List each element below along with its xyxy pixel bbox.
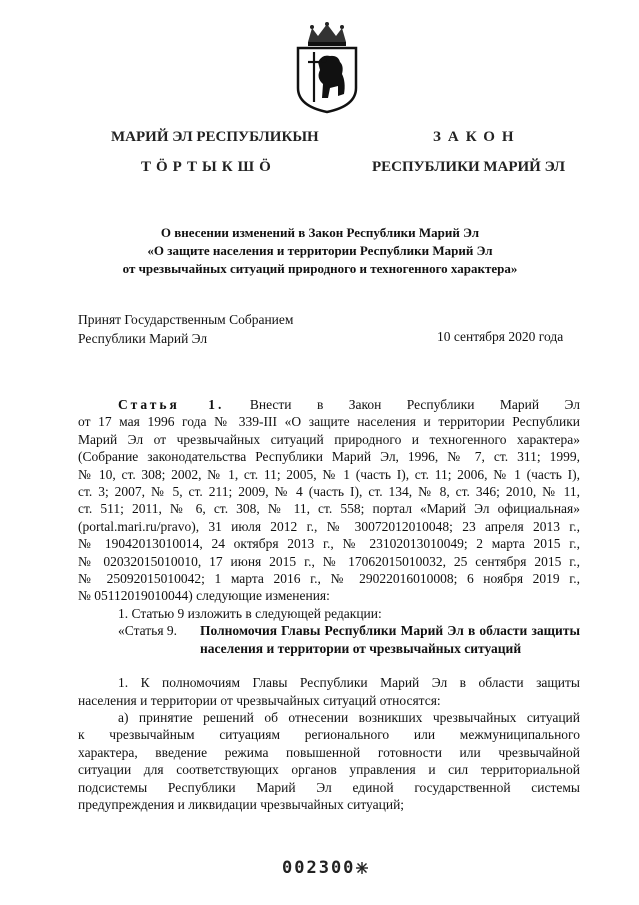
document-serial-number: 002300 bbox=[282, 858, 356, 878]
adoption-line: Республики Марий Эл bbox=[78, 331, 208, 346]
article1-line: Марий Эл от чрезвычайных ситуаций природного и техногенного характера» bbox=[78, 431, 580, 447]
section1-a-line: ситуации для соответствующих органов управления и сил территориальной bbox=[78, 762, 580, 778]
article1-label: Статья 1. bbox=[118, 397, 225, 412]
article1-line: № 05112019010044) следующие изменения: bbox=[78, 588, 330, 604]
coat-of-arms-emblem bbox=[294, 22, 360, 114]
header-republic-name: РЕСПУБЛИКИ МАРИЙ ЭЛ bbox=[372, 159, 566, 175]
article1-item1: 1. Статью 9 изложить в следующей редакции: bbox=[118, 605, 382, 621]
article1-text: Внести в Закон Республики Марий Эл bbox=[249, 397, 581, 412]
article9-heading bbox=[78, 622, 580, 657]
snowflake-icon bbox=[355, 861, 369, 875]
section1-a-line: предупреждения и ликвидации чрезвычайных ситуаций; bbox=[78, 796, 405, 812]
article1-line: (portal.mari.ru/pravo), 31 июля 2012 г., № 30072012010048; 23 апреля 2013 г., bbox=[78, 518, 580, 534]
article1-line: № 19042013010014, 24 октября 2013 г., № 23102013010049; 2 марта 2015 г., bbox=[78, 536, 580, 552]
law-body bbox=[78, 396, 580, 813]
law-title bbox=[60, 224, 580, 278]
article1-line: № 25092015010042; 1 марта 2016 г., № 29022016010008; 6 ноября 2019 г., bbox=[78, 571, 580, 587]
adoption-date: 10 сентября 2020 года bbox=[437, 329, 564, 344]
law-title-line: от чрезвычайных ситуаций природного и техногенного характера» bbox=[122, 261, 518, 276]
article1-line: (Собрание законодательства Республики Марий Эл, 1996, № 7, ст. 311; 1999, bbox=[78, 449, 580, 465]
header-mari-republic-name: МАРИЙ ЭЛ РЕСПУБЛИКЫН bbox=[111, 129, 319, 145]
law-title-line: «О защите населения и территории Республики Марий Эл bbox=[147, 243, 493, 258]
article9-title: Полномочия Главы Республики Марий Эл в области защиты населения и территории от чрезвычайных ситуаций bbox=[200, 623, 580, 656]
article9-label: «Статья 9. bbox=[118, 623, 178, 639]
article1-line: ст. 3; 2007, № 5, ст. 211; 2009, № 4 (часть I), ст. 134, № 8, ст. 346; 2010, № 11, bbox=[78, 484, 580, 500]
spacer bbox=[78, 657, 580, 674]
section1-intro-line: 1. К полномочиям Главы Республики Марий Эл в области защиты bbox=[118, 675, 580, 691]
header-mari-law-word: ТӦРТЫКШӦ bbox=[141, 159, 276, 175]
article1-line: № 10, ст. 308; 2002, № 1, ст. 11; 2005, № 1 (часть I), ст. 11; 2006, № 1 (часть I), bbox=[78, 466, 580, 482]
adoption-line: Принят Государственным Собранием bbox=[78, 312, 294, 327]
section1-a-line: характера, введение режима повышенной готовности или чрезвычайной bbox=[78, 744, 580, 760]
header-law-word: ЗАКОН bbox=[433, 129, 521, 145]
article1-line: № 02032015010010, 17 июня 2015 г., № 17062015010032, 25 сентября 2015 г., bbox=[78, 553, 580, 569]
adoption-statement bbox=[78, 310, 293, 348]
section1-a-line: а) принятие решений об отнесении возникших чрезвычайных ситуаций bbox=[118, 709, 580, 725]
article1-line: ст. 511; 2011, № 6, ст. 308, № 11, ст. 558; портал «Марий Эл официальная» bbox=[78, 501, 580, 517]
article1-line: от 17 мая 1996 года № 339-III «О защите населения и территории Республики bbox=[78, 414, 580, 430]
article1-first-line bbox=[78, 396, 580, 413]
section1-intro-line: населения и территории от чрезвычайных ситуаций относятся: bbox=[78, 692, 441, 708]
section1-a-line: к чрезвычайным ситуациям регионального или межмуниципального bbox=[78, 727, 580, 743]
law-title-line: О внесении изменений в Закон Республики Марий Эл bbox=[160, 225, 480, 240]
section1-a-line: подсистемы Республики Марий Эл единой государственной системы bbox=[78, 779, 580, 795]
